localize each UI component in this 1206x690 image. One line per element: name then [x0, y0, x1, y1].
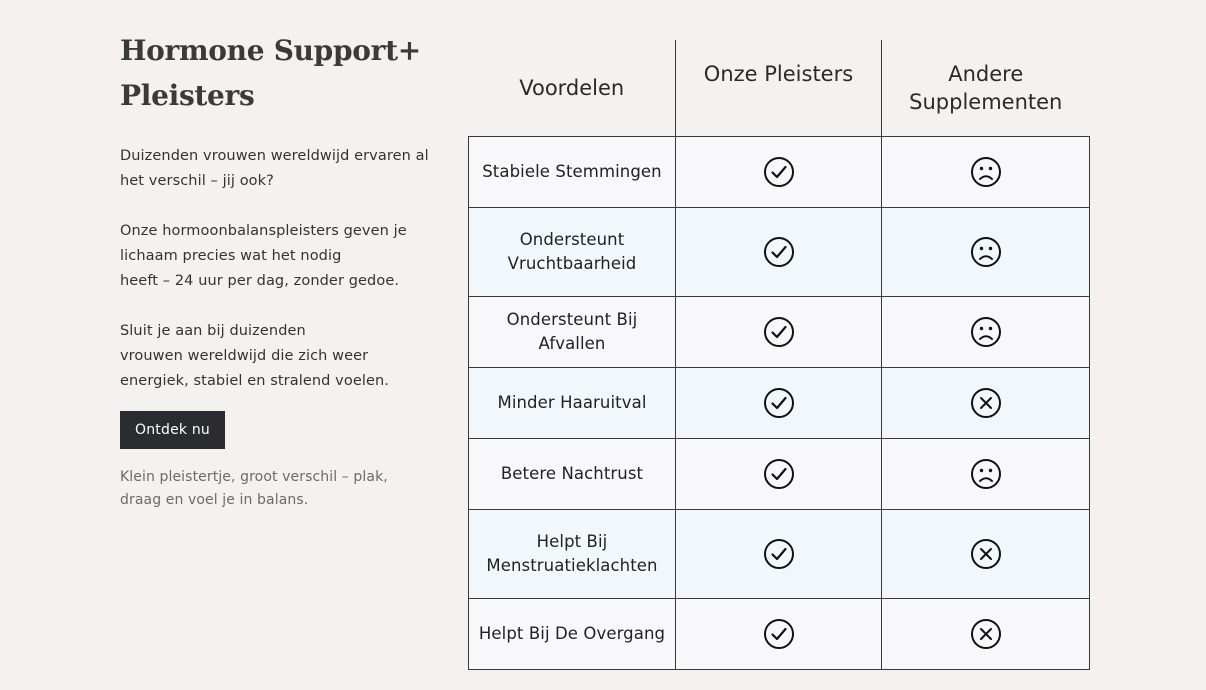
- check-circle-icon: [763, 538, 795, 570]
- ours-cell: [676, 367, 882, 438]
- check-circle-icon: [763, 458, 795, 490]
- discover-now-button[interactable]: Ontdek nu: [120, 411, 225, 449]
- ours-cell: [676, 598, 882, 669]
- ours-cell: [676, 296, 882, 367]
- check-circle-icon: [763, 236, 795, 268]
- table-row: [469, 207, 1090, 296]
- others-cell: [882, 509, 1090, 598]
- sad-face-icon: [970, 458, 1002, 490]
- others-cell: [882, 438, 1090, 509]
- intro-text: [120, 144, 430, 394]
- sad-face-icon: [970, 156, 1002, 188]
- header-benefits: Voordelen: [519, 75, 625, 100]
- ours-cell: [676, 438, 882, 509]
- intro-paragraph-3: Sluit je aan bij duizenden vrouwen wereldwijd die zich weer energiek, stabiel en stralend voelen.: [120, 323, 390, 389]
- benefit-label: Betere Nachtrust: [469, 438, 676, 509]
- table-row: [469, 438, 1090, 509]
- sad-face-icon: [970, 236, 1002, 268]
- x-circle-icon: [970, 538, 1002, 570]
- benefit-label: Ondersteunt Vruchtbaarheid: [469, 207, 676, 296]
- comparison-header-row: [469, 40, 1090, 136]
- x-circle-icon: [970, 618, 1002, 650]
- sad-face-icon: [970, 316, 1002, 348]
- page-title: Hormone Support+ Pleisters: [120, 34, 421, 112]
- others-cell: [882, 296, 1090, 367]
- benefit-label: Helpt Bij Menstruatieklachten: [469, 509, 676, 598]
- intro-section: [120, 28, 430, 512]
- table-row: [469, 296, 1090, 367]
- check-circle-icon: [763, 618, 795, 650]
- header-other-supplements: Andere Supplementen: [882, 40, 1090, 136]
- x-circle-icon: [970, 387, 1002, 419]
- comparison-table: [468, 40, 1090, 670]
- table-row: [469, 509, 1090, 598]
- table-row: [469, 367, 1090, 438]
- check-circle-icon: [763, 316, 795, 348]
- others-cell: [882, 367, 1090, 438]
- intro-paragraph-1: Duizenden vrouwen wereldwijd ervaren al het verschil – jij ook?: [120, 148, 429, 189]
- table-row: [469, 598, 1090, 669]
- others-cell: [882, 207, 1090, 296]
- header-our-patches: Onze Pleisters: [676, 40, 882, 136]
- benefit-label: Stabiele Stemmingen: [469, 136, 676, 207]
- table-row: [469, 136, 1090, 207]
- ours-cell: [676, 207, 882, 296]
- benefit-label: Minder Haaruitval: [469, 367, 676, 438]
- ours-cell: [676, 509, 882, 598]
- benefit-label: Helpt Bij De Overgang: [469, 598, 676, 669]
- ours-cell: [676, 136, 882, 207]
- others-cell: [882, 598, 1090, 669]
- check-circle-icon: [763, 156, 795, 188]
- check-circle-icon: [763, 387, 795, 419]
- intro-paragraph-2: Onze hormoonbalanspleisters geven je lichaam precies wat het nodig heeft – 24 uur per dag, zonder gedoe.: [120, 223, 407, 289]
- tagline: Klein pleistertje, groot verschil – plak, draag en voel je in balans.: [120, 469, 388, 508]
- others-cell: [882, 136, 1090, 207]
- benefit-label: Ondersteunt Bij Afvallen: [469, 296, 676, 367]
